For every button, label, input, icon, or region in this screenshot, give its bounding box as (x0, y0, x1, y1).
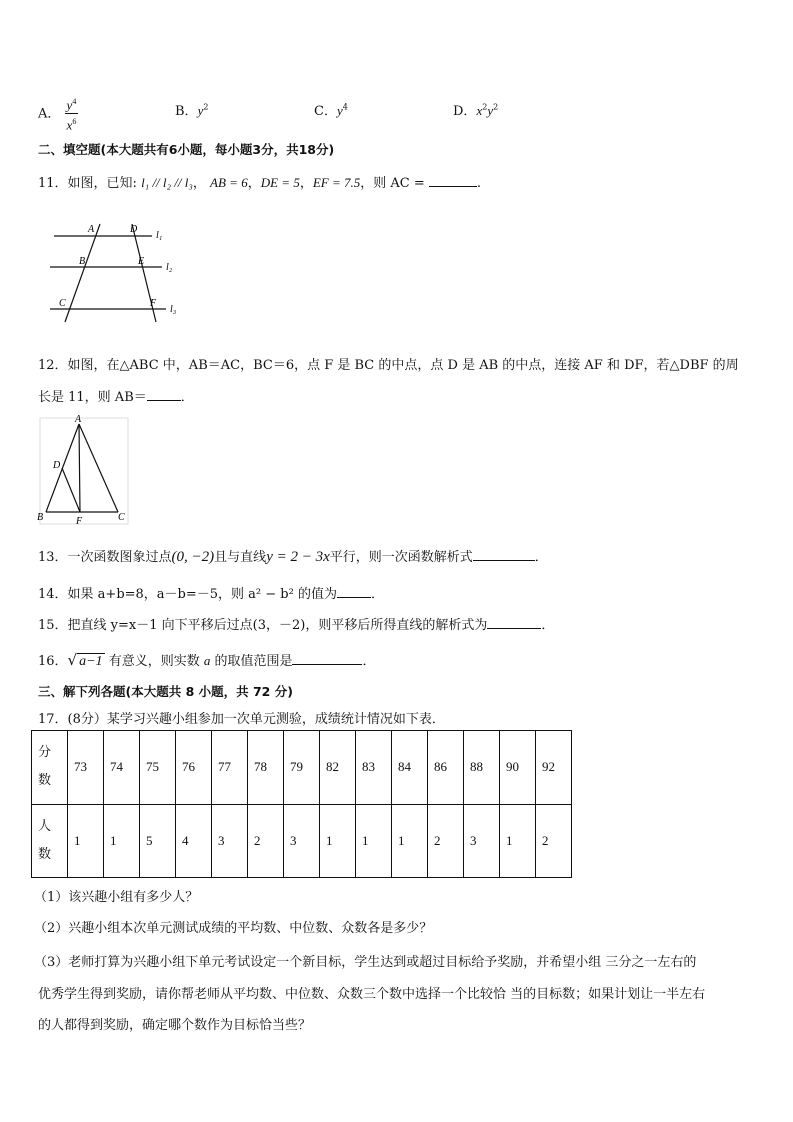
answer-blank-12 (147, 387, 181, 401)
table-cell: 78 (248, 731, 284, 805)
score-table (31, 730, 572, 878)
option-b: B．$y^2$ (175, 102, 209, 119)
answer-blank-15 (487, 615, 541, 629)
label-d: D (53, 460, 61, 471)
table-cell: 79 (284, 731, 320, 805)
label-c: C (118, 512, 125, 523)
radical-sign: √ (67, 651, 78, 669)
table-cell: 1 (392, 804, 428, 878)
label-a: A (88, 224, 95, 235)
label-f: F (150, 298, 157, 309)
question-15: 15．把直线 y=x－1 向下平移后过点(3，－2)，则平移后所得直线的解析式为 ． (38, 614, 554, 633)
table-cell: 1 (500, 804, 536, 878)
answer-blank-14 (337, 584, 371, 598)
table-cell: 73 (68, 731, 104, 805)
question-17-sub2: （2）兴趣小组本次单元测试成绩的平均数、中位数、众数各是多少？ (34, 921, 433, 936)
table-cell: 88 (464, 731, 500, 805)
table-cell: 74 (104, 731, 140, 805)
table-cell: 84 (392, 731, 428, 805)
answer-blank-13 (473, 547, 535, 561)
label-a: A (75, 414, 82, 425)
answer-blank-16 (292, 651, 362, 665)
option-a-fraction: $\frac{y^4}{x^6}$ (65, 94, 79, 134)
table-cell: 1 (68, 804, 104, 878)
table-cell: 1 (104, 804, 140, 878)
table-cell: 3 (284, 804, 320, 878)
table-cell: 86 (428, 731, 464, 805)
question-17-sub1: （1）该兴趣小组有多少人？ (34, 890, 199, 905)
label-d: D (130, 224, 138, 235)
table-cell: 90 (500, 731, 536, 805)
question-17-sub3-line2: 优秀学生得到奖励，请你帮老师从平均数、中位数、众数三个数中选择一个比较恰 当的目标数；如果计划让一半左右 (38, 987, 706, 1002)
section3-title: 三、解下列各题(本大题共 8 小题，共 72 分) (38, 684, 293, 699)
table-row-scores (32, 731, 572, 805)
table-cell: 82 (320, 731, 356, 805)
table-cell: 92 (536, 731, 572, 805)
label-c: C (59, 298, 66, 309)
table-cell: 2 (248, 804, 284, 878)
table-cell: 83 (356, 731, 392, 805)
table-cell: 3 (212, 804, 248, 878)
table-cell: 5 (140, 804, 176, 878)
question-12-line2: 长是 11，则 AB＝ ． (38, 386, 194, 405)
table-cell: 4 (176, 804, 212, 878)
table-cell: 1 (320, 804, 356, 878)
label-l1: l₁ (156, 230, 163, 241)
table-header-score: 分 数 (32, 731, 68, 805)
question-16: 16．√ a−1 有意义，则实数 a 的取值范围是 ． (38, 651, 376, 669)
q10-options (38, 88, 558, 133)
section2-title: 二、填空题(本大题共有6小题，每小题3分，共18分) (38, 142, 335, 157)
question-13: 13．一次函数图象过点(0, −2)且与直线y = 2 − 3x平行，则一次函数解析式 ． (38, 549, 548, 565)
figure-triangle (34, 412, 134, 527)
option-c: C．$y^4$ (314, 102, 348, 119)
table-cell: 1 (356, 804, 392, 878)
label-f: F (76, 516, 83, 527)
table-cell: 77 (212, 731, 248, 805)
label-l2: l₂ (166, 262, 173, 273)
figure-parallel-lines (46, 218, 186, 328)
label-b: B (79, 256, 86, 267)
table-row-counts (32, 804, 572, 878)
table-header-count: 人 数 (32, 804, 68, 878)
answer-blank-11 (429, 173, 477, 187)
question-17-sub3-line3: 的人都得到奖励，确定哪个数作为目标恰当些？ (38, 1018, 312, 1033)
question-17-intro: 17．(8分）某学习兴趣小组参加一次单元测验，成绩统计情况如下表． (38, 712, 445, 727)
table-cell: 76 (176, 731, 212, 805)
label-b: B (37, 512, 44, 523)
option-a: A． $\frac{y^4}{x^6}$ (38, 94, 78, 134)
question-12-line1: 12．如图，在△ABC 中，AB＝AC，BC＝6，点 F 是 BC 的中点，点 D 是 AB 的中点，连接 AF 和 DF，若△DBF 的周 (38, 358, 739, 373)
table-cell: 3 (464, 804, 500, 878)
table-cell: 2 (536, 804, 572, 878)
table-cell: 75 (140, 731, 176, 805)
question-17-sub3-line1: （3）老师打算为兴趣小组下单元考试设定一个新目标，学生达到或超过目标给予奖励，并希望小组 三分之一左右的 (34, 955, 697, 970)
table-cell: 2 (428, 804, 464, 878)
label-l3: l₃ (170, 304, 177, 315)
label-e: E (138, 256, 145, 267)
question-11: 11．如图，已知: l₁ // l₂ // l₃， AB = 6，DE = 5，EF = 7.5，则 AC = . (38, 175, 482, 191)
option-d: D．$x^2y^2$ (453, 102, 499, 119)
question-14: 14．如果 a+b=8，a－b=－5，则 a² − b² 的值为 ． (38, 583, 384, 602)
